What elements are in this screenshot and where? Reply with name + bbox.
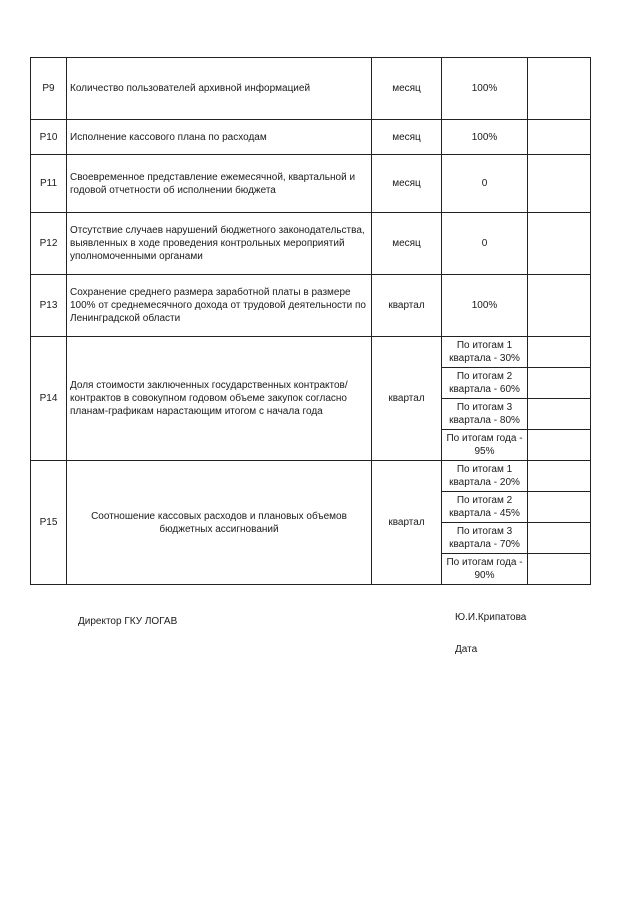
row-empty-cell xyxy=(528,337,591,368)
row-description: Отсутствие случаев нарушений бюджетного законодательства, выявленных в ходе проведения контрольных мероприятий уполномоченными органами xyxy=(67,213,372,275)
row-description: Сохранение среднего размера заработной платы в размере 100% от среднемесячного дохода от трудовой деятельности по Ленинградской области xyxy=(67,275,372,337)
row-empty-cell xyxy=(528,523,591,554)
table-row xyxy=(31,275,591,337)
row-period: квартал xyxy=(372,275,442,337)
row-period: квартал xyxy=(372,461,442,585)
row-target: 0 xyxy=(442,213,528,275)
row-target-q3: По итогам 3 квартала - 80% xyxy=(442,399,528,430)
row-code: P13 xyxy=(31,275,67,337)
row-target: 100% xyxy=(442,58,528,120)
row-description: Доля стоимости заключенных государственных контрактов/контрактов в совокупном годовом объеме закупок согласно планам-графикам нарастающим итогом с начала года xyxy=(67,337,372,461)
table-row xyxy=(31,213,591,275)
row-empty-cell xyxy=(528,58,591,120)
row-code: P10 xyxy=(31,120,67,155)
row-period: месяц xyxy=(372,155,442,213)
row-empty-cell xyxy=(528,554,591,585)
table-row xyxy=(31,155,591,213)
row-target: 0 xyxy=(442,155,528,213)
row-description: Исполнение кассового плана по расходам xyxy=(67,120,372,155)
row-empty-cell xyxy=(528,368,591,399)
row-empty-cell xyxy=(528,399,591,430)
row-description: Количество пользователей архивной информацией xyxy=(67,58,372,120)
row-empty-cell xyxy=(528,120,591,155)
table-row xyxy=(31,120,591,155)
signer-name: Ю.И.Крипатова xyxy=(455,612,527,623)
date-label: Дата xyxy=(455,644,478,655)
row-empty-cell xyxy=(528,275,591,337)
table-row xyxy=(31,58,591,120)
row-description: Своевременное представление ежемесячной, квартальной и годовой отчетности об исполнении бюджета xyxy=(67,155,372,213)
row-empty-cell xyxy=(528,492,591,523)
kpi-table xyxy=(30,57,591,585)
row-description: Соотношение кассовых расходов и плановых объемов бюджетных ассигнований xyxy=(67,461,372,585)
row-code: P9 xyxy=(31,58,67,120)
row-code: P12 xyxy=(31,213,67,275)
row-period: месяц xyxy=(372,58,442,120)
row-target-q2: По итогам 2 квартала - 45% xyxy=(442,492,528,523)
row-empty-cell xyxy=(528,213,591,275)
row-code: P11 xyxy=(31,155,67,213)
row-code: P15 xyxy=(31,461,67,585)
row-target-year: По итогам года - 90% xyxy=(442,554,528,585)
table-row xyxy=(31,337,591,368)
row-target-q2: По итогам 2 квартала - 60% xyxy=(442,368,528,399)
row-target: 100% xyxy=(442,275,528,337)
row-period: месяц xyxy=(372,213,442,275)
row-target-q3: По итогам 3 квартала - 70% xyxy=(442,523,528,554)
row-period: квартал xyxy=(372,337,442,461)
row-target-year: По итогам года - 95% xyxy=(442,430,528,461)
row-target-q1: По итогам 1 квартала - 20% xyxy=(442,461,528,492)
row-code: P14 xyxy=(31,337,67,461)
row-empty-cell xyxy=(528,430,591,461)
row-empty-cell xyxy=(528,155,591,213)
table-row xyxy=(31,461,591,492)
row-target: 100% xyxy=(442,120,528,155)
director-title: Директор ГКУ ЛОГАВ xyxy=(78,616,178,627)
row-empty-cell xyxy=(528,461,591,492)
row-target-q1: По итогам 1 квартала - 30% xyxy=(442,337,528,368)
row-period: месяц xyxy=(372,120,442,155)
